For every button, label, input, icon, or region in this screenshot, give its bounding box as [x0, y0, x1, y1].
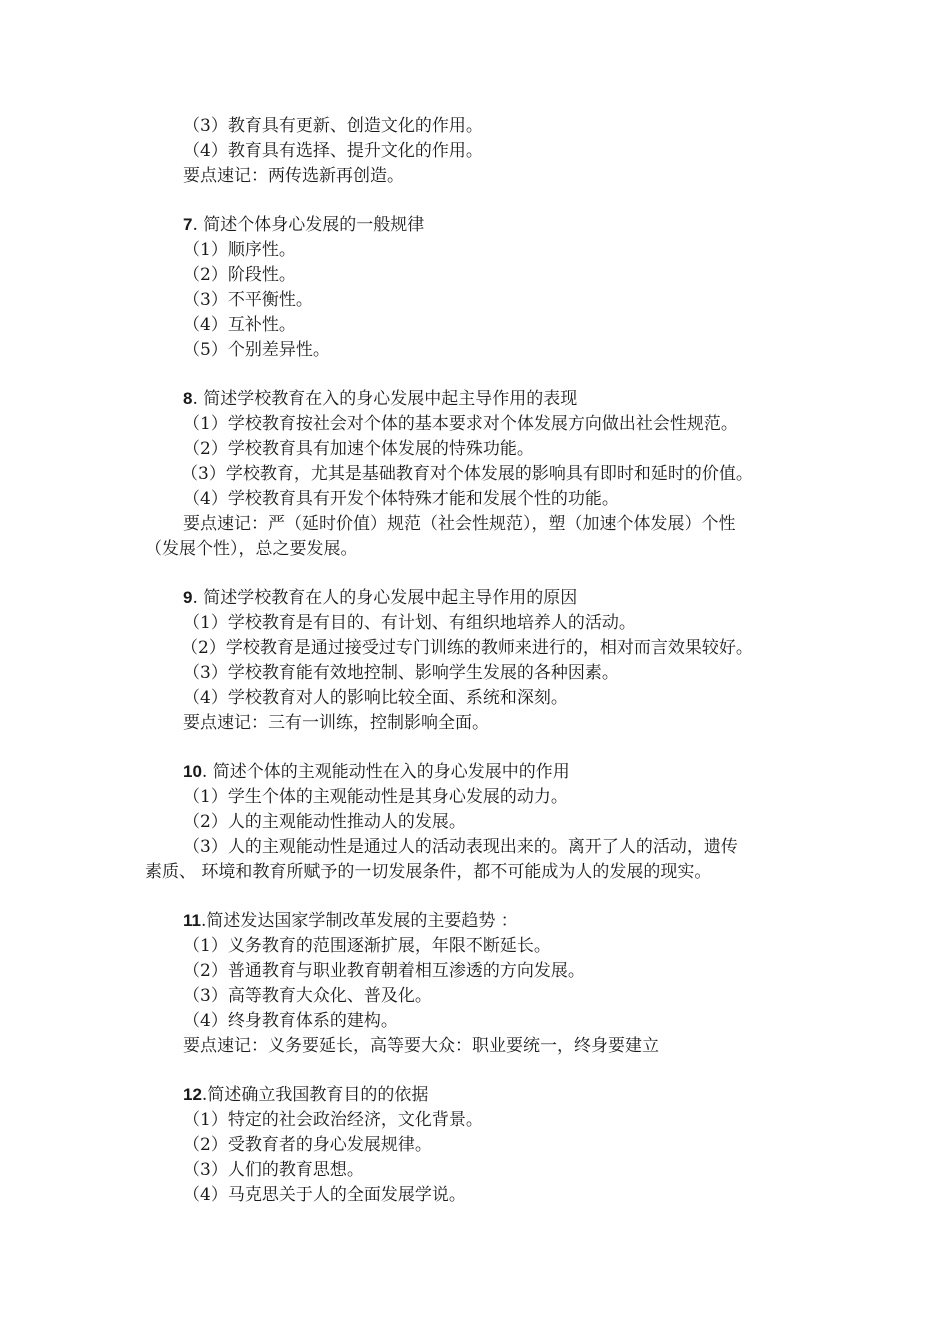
- list-item: （5）个别差异性。: [183, 340, 330, 360]
- list-item: （3）高等教育大众化、普及化。: [183, 986, 432, 1006]
- list-item: （1）学校教育按社会对个体的基本要求对个体发展方向做出社会性规范。: [183, 414, 738, 434]
- list-item: （2）受教育者的身心发展规律。: [183, 1135, 432, 1155]
- list-item: （2）人的主观能动性推动人的发展。: [183, 812, 466, 832]
- section-title: 简述学校教育在入的身心发展中起主导作用的表现: [203, 389, 578, 409]
- section-number: 7: [183, 215, 193, 234]
- list-item: （2）学校教育是通过接受过专门训练的教师来进行的，相对而言效果较好。: [181, 638, 753, 658]
- list-item: （4）学校教育具有开发个体特殊才能和发展个性的功能。: [183, 489, 619, 509]
- section-heading-10: 10. 简述个体的主观能动性在入的身心发展中的作用: [183, 762, 570, 782]
- section-title: 简述发达国家学制改革发展的主要趋势 ：: [206, 911, 518, 931]
- section-number: 9: [183, 588, 193, 607]
- list-item: （1）学校教育是有目的、有计划、有组织地培养人的活动。: [183, 613, 636, 633]
- memo-line: （发展个性），总之要发展。: [145, 539, 358, 559]
- section-number: 8: [183, 389, 193, 408]
- section-number: 11: [183, 911, 201, 930]
- intro-line: （3）教育具有更新、创造文化的作用。: [183, 116, 483, 136]
- section-heading-12: 12.简述确立我国教育目的的依据: [183, 1085, 429, 1105]
- list-item: （3）人们的教育思想。: [183, 1160, 364, 1180]
- section-title: 简述确立我国教育目的的依据: [207, 1085, 429, 1105]
- list-item: （2）学校教育具有加速个体发展的恃殊功能。: [183, 439, 534, 459]
- list-item: （3）学校教育能有效地控制、影响学生发展的各种因素。: [183, 663, 619, 683]
- list-item: （3）学校教育，尤其是基础教育对个体发展的影响具有即时和延时的价值。: [181, 464, 753, 484]
- section-title: 简述个体身心发展的一般规律: [203, 215, 425, 235]
- section-heading-8: 8. 简述学校教育在入的身心发展中起主导作用的表现: [183, 389, 578, 409]
- section-heading-11: 11.简述发达国家学制改革发展的主要趋势 ：: [183, 911, 518, 931]
- intro-memo: 要点速记：两传选新再创造。: [183, 166, 404, 186]
- list-item: （3）人的主观能动性是通过人的活动表现出来的。离开了人的活动，遗传: [183, 837, 738, 857]
- list-item: （1）义务教育的范围逐渐扩展，年限不断延长。: [183, 936, 551, 956]
- section-title: 简述个体的主观能动性在入的身心发展中的作用: [212, 762, 570, 782]
- list-item: （4）互补性。: [183, 315, 296, 335]
- list-item: （1）特定的社会政治经济，文化背景。: [183, 1110, 483, 1130]
- section-title: 简述学校教育在人的身心发展中起主导作用的原因: [203, 588, 578, 608]
- section-number: 10: [183, 762, 202, 781]
- list-item: （1）学生个体的主观能动性是其身心发展的动力。: [183, 787, 568, 807]
- memo-line: 要点速记：三有一训练，控制影响全面。: [183, 713, 489, 733]
- list-item-continuation: 素质、 环境和教育所赋予的一切发展条件，都不可能成为人的发展的现实。: [145, 862, 712, 882]
- section-heading-7: 7. 简述个体身心发展的一般规律: [183, 215, 425, 235]
- list-item: （4）终身教育体系的建构。: [183, 1011, 398, 1031]
- list-item: （2）普通教育与职业教育朝着相互渗透的方向发展。: [183, 961, 585, 981]
- list-item: （4）学校教育对人的影响比较全面、系统和深刻。: [183, 688, 568, 708]
- section-number: 12: [183, 1085, 202, 1104]
- memo-line: 要点速记：严（延时价值）规范（社会性规范），塑（加速个体发展）个性: [183, 514, 736, 534]
- intro-line: （4）教育具有选择、提升文化的作用。: [183, 141, 483, 161]
- list-item: （2）阶段性。: [183, 265, 296, 285]
- list-item: （3）不平衡性。: [183, 290, 313, 310]
- list-item: （1）顺序性。: [183, 240, 296, 260]
- section-heading-9: 9. 简述学校教育在人的身心发展中起主导作用的原因: [183, 588, 578, 608]
- list-item: （4）马克思关于人的全面发展学说。: [183, 1185, 466, 1205]
- memo-line: 要点速记：义务要延长，高等要大众：职业要统一，终身要建立: [183, 1036, 659, 1056]
